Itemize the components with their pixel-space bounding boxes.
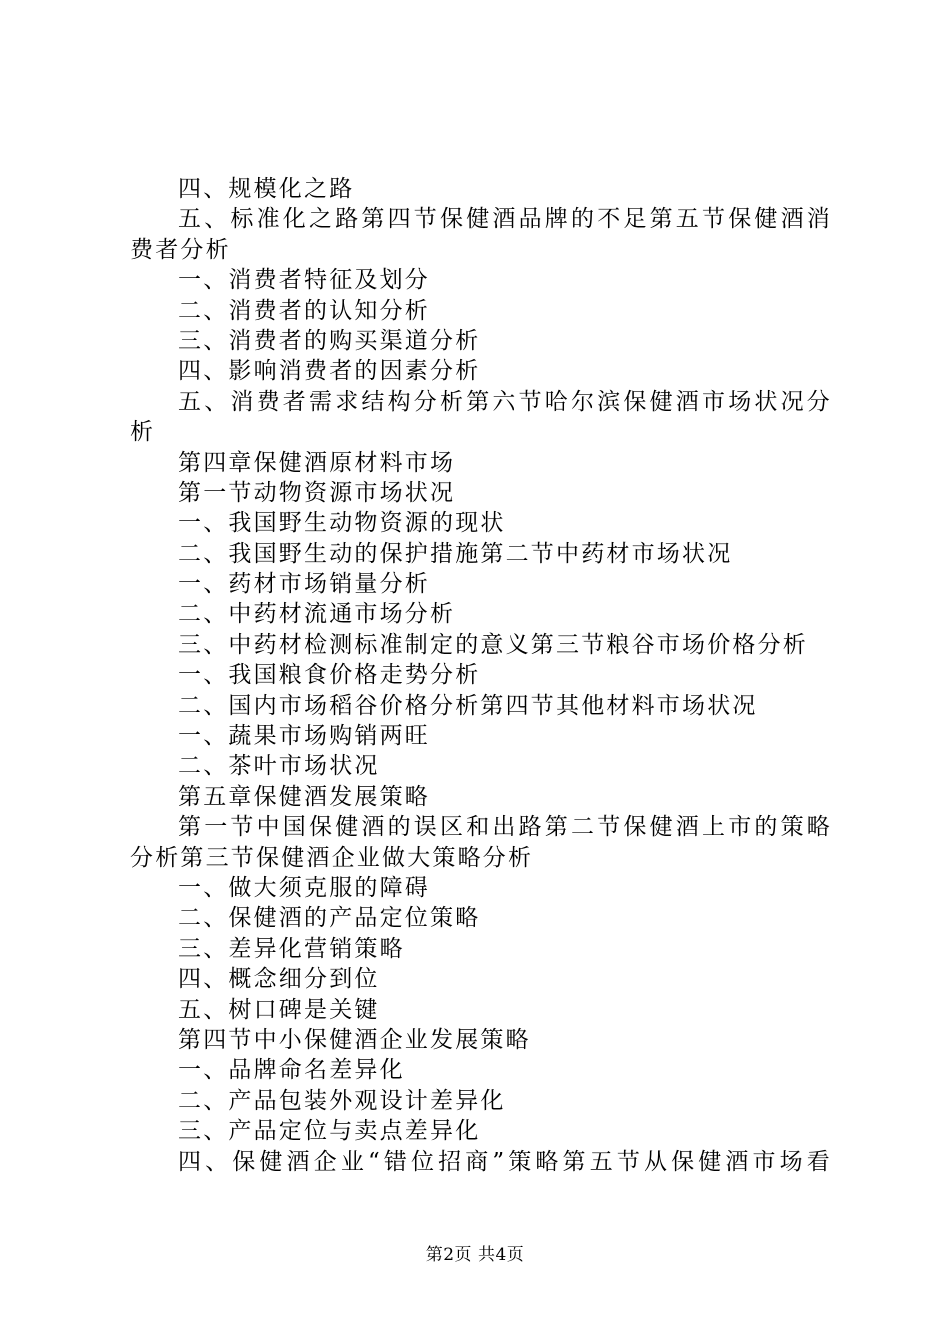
text-line: 五、树口碑是关键 xyxy=(178,996,380,1023)
text-line: 三、中药材检测标准制定的意义第三节粮谷市场价格分析 xyxy=(178,631,808,658)
text-line: 分析第三节保健酒企业做大策略分析 xyxy=(130,844,534,871)
text-line: 三、产品定位与卖点差异化 xyxy=(178,1118,481,1145)
text-line: 四、规模化之路 xyxy=(178,176,355,202)
text-line: 析 xyxy=(130,419,156,446)
text-line: 二、中药材流通市场分析 xyxy=(178,601,456,628)
text-line: 第一节中国保健酒的误区和出路第二节保健酒上市的策略 xyxy=(178,814,832,841)
text-line: 五、消费者需求结构分析第六节哈尔滨保健酒市场状况分 xyxy=(178,388,832,415)
text-line: 二、产品包装外观设计差异化 xyxy=(178,1087,506,1114)
text-line: 一、我国野生动物资源的现状 xyxy=(178,510,506,537)
text-line: 第五章保健酒发展策略 xyxy=(178,783,430,810)
text-line: 四、概念细分到位 xyxy=(178,966,380,993)
text-line: 三、差异化营销策略 xyxy=(178,935,405,962)
text-line: 二、保健酒的产品定位策略 xyxy=(178,905,481,932)
text-line: 一、蔬果市场购销两旺 xyxy=(178,723,430,750)
document-body xyxy=(130,174,832,1177)
text-line: 一、做大须克服的障碍 xyxy=(178,874,430,901)
text-line: 第四章保健酒原材料市场 xyxy=(178,449,456,476)
text-line: 五、标准化之路第四节保健酒品牌的不足第五节保健酒消 xyxy=(178,206,832,233)
text-line: 费者分析 xyxy=(130,236,231,263)
text-line: 四、保健酒企业“错位招商”策略第五节从保健酒市场看 xyxy=(178,1148,832,1175)
text-line: 二、我国野生动的保护措施第二节中药材市场状况 xyxy=(178,540,733,567)
text-line: 二、消费者的认知分析 xyxy=(178,297,430,324)
text-line: 四、影响消费者的因素分析 xyxy=(178,358,481,385)
text-line: 三、消费者的购买渠道分析 xyxy=(178,327,481,354)
page-footer: 第2页 共4页 xyxy=(425,1245,525,1265)
text-line: 一、品牌命名差异化 xyxy=(178,1057,405,1084)
text-line: 一、消费者特征及划分 xyxy=(178,267,430,294)
text-line: 第一节动物资源市场状况 xyxy=(178,479,456,506)
text-line: 二、茶叶市场状况 xyxy=(178,753,380,780)
text-line: 二、国内市场稻谷价格分析第四节其他材料市场状况 xyxy=(178,692,758,719)
text-line: 一、药材市场销量分析 xyxy=(178,571,430,598)
text-line: 一、我国粮食价格走势分析 xyxy=(178,662,481,689)
text-line: 第四节中小保健酒企业发展策略 xyxy=(178,1026,531,1053)
